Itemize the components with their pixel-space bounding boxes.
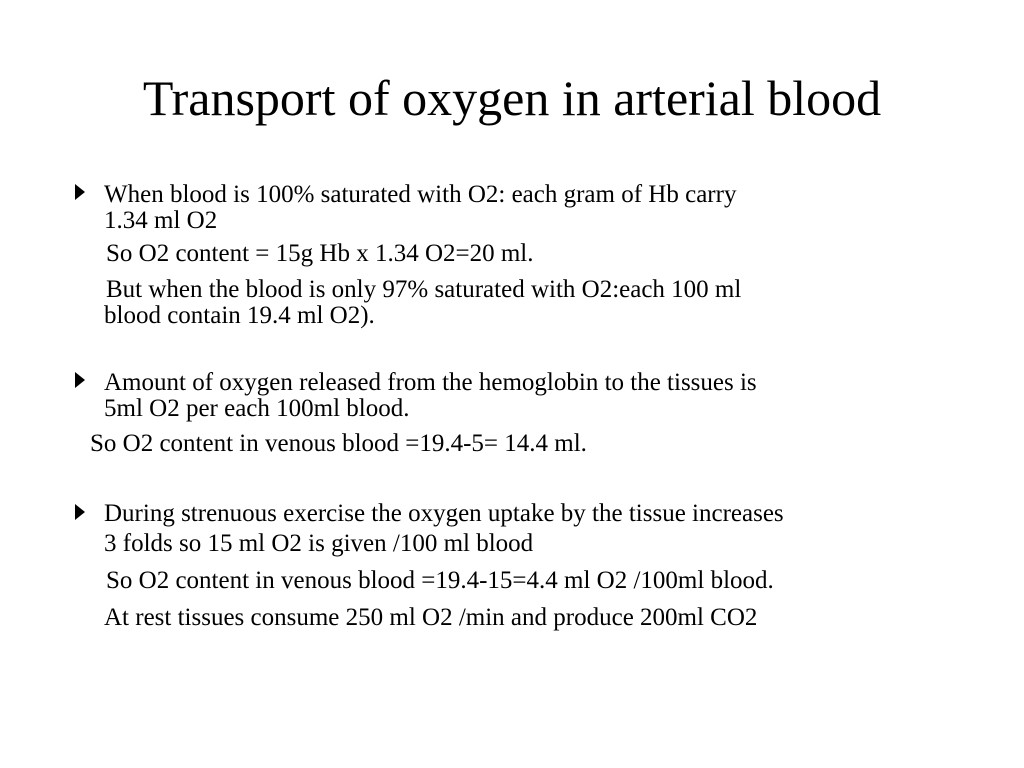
section-1-line-5: blood contain 19.4 ml O2). bbox=[104, 302, 375, 329]
section-2-line-2: 5ml O2 per each 100ml blood. bbox=[104, 395, 410, 422]
section-3-line-3: So O2 content in venous blood =19.4-15=4.4 ml O2 /100ml blood. bbox=[106, 567, 774, 594]
section-1-line-2: 1.34 ml O2 bbox=[104, 207, 218, 234]
section-3-line-4: At rest tissues consume 250 ml O2 /min and produce 200ml CO2 bbox=[104, 604, 758, 631]
section-3-line-1: During strenuous exercise the oxygen uptake by the tissue increases bbox=[104, 500, 784, 527]
section-1-line-3: So O2 content = 15g Hb x 1.34 O2=20 ml. bbox=[106, 240, 534, 267]
section-1-line-4: But when the blood is only 97% saturated with O2:each 100 ml bbox=[106, 276, 742, 303]
section-2-line-3: So O2 content in venous blood =19.4-5= 14.4 ml. bbox=[90, 430, 587, 457]
section-2-line-1: Amount of oxygen released from the hemoglobin to the tissues is bbox=[104, 369, 757, 396]
slide-title: Transport of oxygen in arterial blood bbox=[142, 70, 882, 126]
section-1-line-1: When blood is 100% saturated with O2: each gram of Hb carry bbox=[104, 181, 737, 208]
section-3-line-2: 3 folds so 15 ml O2 is given /100 ml blood bbox=[104, 530, 534, 557]
bullet-3-triangle-icon bbox=[75, 504, 85, 520]
bullet-2-triangle-icon bbox=[75, 372, 85, 388]
bullet-1-triangle-icon bbox=[75, 184, 85, 200]
